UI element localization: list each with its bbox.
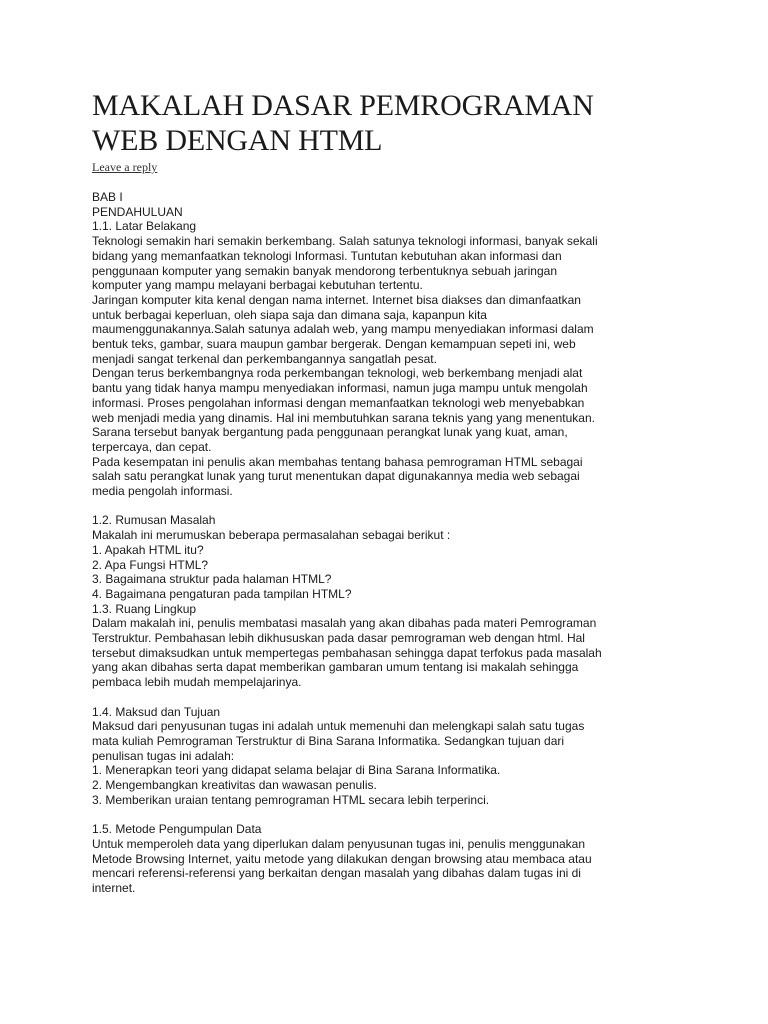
section-heading: 1.2. Rumusan Masalah [92,513,216,528]
list-item: 2. Mengembangkan kreativitas dan wawasan penulis. [92,778,377,793]
paragraph-line: penggunaan komputer yang semakin banyak mendorong terbentuknya sebuah jaringan [92,263,557,278]
paragraph-gap [92,808,678,823]
leave-reply-link[interactable]: Leave a reply [92,160,158,174]
paragraph-line: Sarana tersebut banyak bergantung pada penggunaan perangkat lunak yang kuat, aman, [92,425,568,440]
section-intro: Makalah ini merumuskan beberapa permasalahan sebagai berikut : [92,528,451,543]
numbered-list [92,543,678,602]
chapter-label: BAB I [92,190,123,204]
paragraph [92,234,678,293]
paragraph-line: maumenggunakannya.Salah satunya adalah web, yang mampu menyediakan informasi dalam [92,322,594,337]
title-line: MAKALAH DASAR PEMROGRAMAN [92,89,594,122]
paragraph-line: yang akan dibahas serta dapat memberikan gambaran umum tentang isi makalah sehingga [92,660,579,675]
paragraph-line: Jaringan komputer kita kenal dengan nama internet. Internet bisa diakses dan dimanfaatkan [92,292,581,307]
paragraph-line: terpercaya, dan cepat. [92,439,212,454]
paragraph-line: Pada kesempatan ini penulis akan membahas tentang bahasa pemrograman HTML sebagai [92,454,583,469]
paragraph-line: mata kuliah Pemrograman Terstruktur di Bina Sarana Informatika. Sedangkan tujuan dari [92,733,565,748]
section-heading: 1.5. Metode Pengumpulan Data [92,822,262,837]
paragraph-line: media pengolah informasi. [92,484,233,499]
paragraph-line: Dengan terus berkembangnya roda perkembangan teknologi, web berkembang menjadi alat [92,366,583,381]
paragraph-line: salah satu perangkat lunak yang turut menentukan dapat digunakannya media web sebagai [92,469,580,484]
paragraph-line: Teknologi semakin hari semakin berkembang. Salah satunya teknologi informasi, banyak sekali [92,234,598,249]
chapter-title: PENDAHULUAN [92,204,183,219]
list-item: 1. Apakah HTML itu? [92,542,204,557]
paragraph [92,837,678,896]
section-heading: 1.4. Maksud dan Tujuan [92,704,221,719]
paragraph-line: bantu yang tidak hanya mampu menyediakan informasi, namun juga mampu untuk mengolah [92,381,588,396]
list-item: 3. Bagaimana struktur pada halaman HTML? [92,572,332,587]
list-item: 4. Bagaimana pengaturan pada tampilan HTML? [92,586,352,601]
paragraph [92,455,678,499]
paragraph-line: mencari referensi-referensi yang berkaitan dengan masalah yang dibahas dalam tugas ini di [92,866,581,881]
paragraph-line: Dalam makalah ini, penulis membatasi masalah yang akan dibahas pada materi Pemrograman [92,616,597,631]
paragraph-line: Terstruktur. Pembahasan lebih dikhususkan pada dasar pemrograman web dengan html. Hal [92,631,585,646]
paragraph-line: internet. [92,881,136,895]
numbered-list [92,763,678,807]
paragraph-line: web menjadi media yang dinamis. Hal ini membutuhkan sarana teknis yang yang menentukan. [92,410,595,425]
paragraph-line: Metode Browsing Internet, yaitu metode yang dilakukan dengan browsing atau membaca atau [92,851,592,866]
list-item: 2. Apa Fungsi HTML? [92,557,209,572]
paragraph-gap [92,690,678,705]
paragraph-line: untuk berbagai keperluan, oleh siapa saja dan dimana saja, kapanpun kita [92,307,487,322]
paragraph-line: informasi. Proses pengolahan informasi dengan memanfaatkan teknologi web menyebabkan [92,395,585,410]
paragraph [92,366,678,454]
paragraph [92,719,678,763]
paragraph [92,293,678,367]
section-heading: 1.1. Latar Belakang [92,219,197,234]
paragraph-line: komputer yang mampu melayani berbagai kebutuhan tertentu. [92,278,423,293]
paragraph-line: bidang yang memanfaatkan teknologi Informasi. Tuntutan kebutuhan akan informasi dan [92,248,562,263]
paragraph-line: pembaca lebih mudah mempelajarinya. [92,675,302,690]
title-line: WEB DENGAN HTML [92,124,383,157]
list-item: 3. Memberikan uraian tentang pemrograman HTML secara lebih terperinci. [92,792,490,807]
paragraph-line: bentuk teks, gambar, suara maupun gambar bergerak. Dengan kemampuan sepeti ini, web [92,337,576,352]
paragraph-line: menjadi sangat terkenal dan perkembangannya sangatlah pesat. [92,351,437,366]
paragraph-gap [92,499,678,514]
paragraph [92,616,678,690]
paragraph-line: Untuk memperoleh data yang diperlukan dalam penyusunan tugas ini, penulis menggunakan [92,836,585,851]
section-heading: 1.3. Ruang Lingkup [92,601,197,616]
list-item: 1. Menerapkan teori yang didapat selama belajar di Bina Sarana Informatika. [92,763,501,778]
page-title [92,88,678,158]
paragraph-line: penulisan tugas ini adalah: [92,748,235,763]
article-body [92,190,678,896]
document-page [92,88,678,896]
paragraph-line: tersebut dimaksudkan untuk mempertegas pembahasan sehingga dapat terfokus pada masalah [92,645,602,660]
paragraph-line: Maksud dari penyusunan tugas ini adalah untuk memenuhi dan melengkapi salah satu tugas [92,719,585,734]
